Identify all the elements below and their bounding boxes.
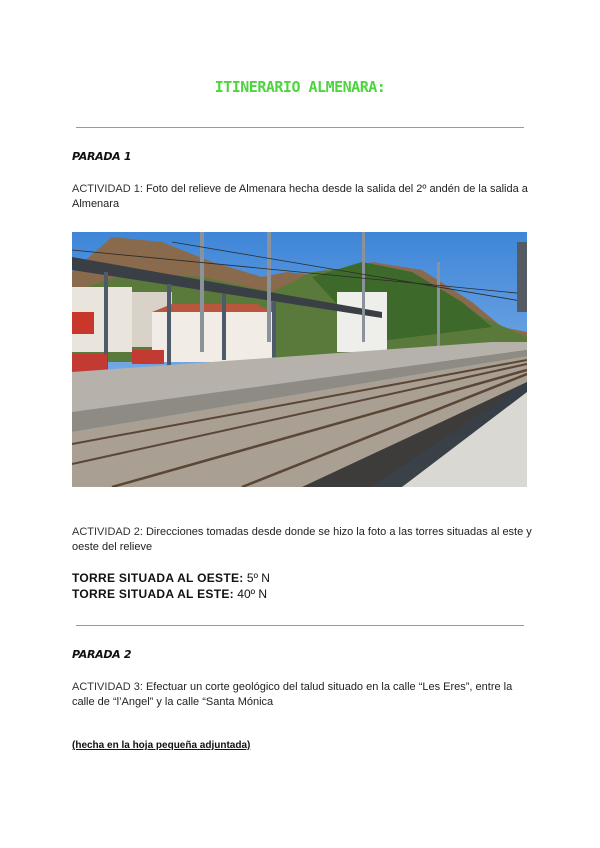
- tower-west: [72, 571, 270, 586]
- divider: [76, 625, 524, 626]
- station-photo: [72, 232, 527, 487]
- divider: [76, 127, 524, 128]
- activity-2: [72, 525, 532, 555]
- activity-1-text: Foto del relieve de Almenara hecha desde la salida del 2º andén de la salida a Almenara: [72, 183, 528, 210]
- stop-1-heading: PARADA 1: [72, 150, 132, 163]
- stop-2-heading: PARADA 2: [72, 648, 132, 661]
- activity-3: [72, 680, 532, 710]
- tower-east-value: 40º N: [233, 587, 268, 601]
- activity-3-label: ACTIVIDAD 3:: [72, 681, 143, 693]
- attachment-note: (hecha en la hoja pequeña adjuntada): [72, 740, 251, 751]
- activity-2-text: Direcciones tomadas desde donde se hizo la foto a las torres situadas al este y oeste del relieve: [72, 526, 532, 553]
- tower-west-value: 5º N: [243, 571, 270, 585]
- activity-1: [72, 182, 532, 212]
- tower-west-label: TORRE SITUADA AL OESTE:: [72, 571, 244, 585]
- tower-east-label: TORRE SITUADA AL ESTE:: [72, 587, 234, 601]
- page-title: ITINERARIO ALMENARA:: [214, 78, 386, 96]
- activity-2-label: ACTIVIDAD 2:: [72, 526, 143, 538]
- tower-east: [72, 587, 267, 602]
- activity-1-label: ACTIVIDAD 1:: [72, 183, 143, 195]
- activity-3-text: Efectuar un corte geológico del talud situado en la calle “Les Eres”, entre la calle de “l’Angel” y la calle “Santa Mónica: [72, 681, 513, 708]
